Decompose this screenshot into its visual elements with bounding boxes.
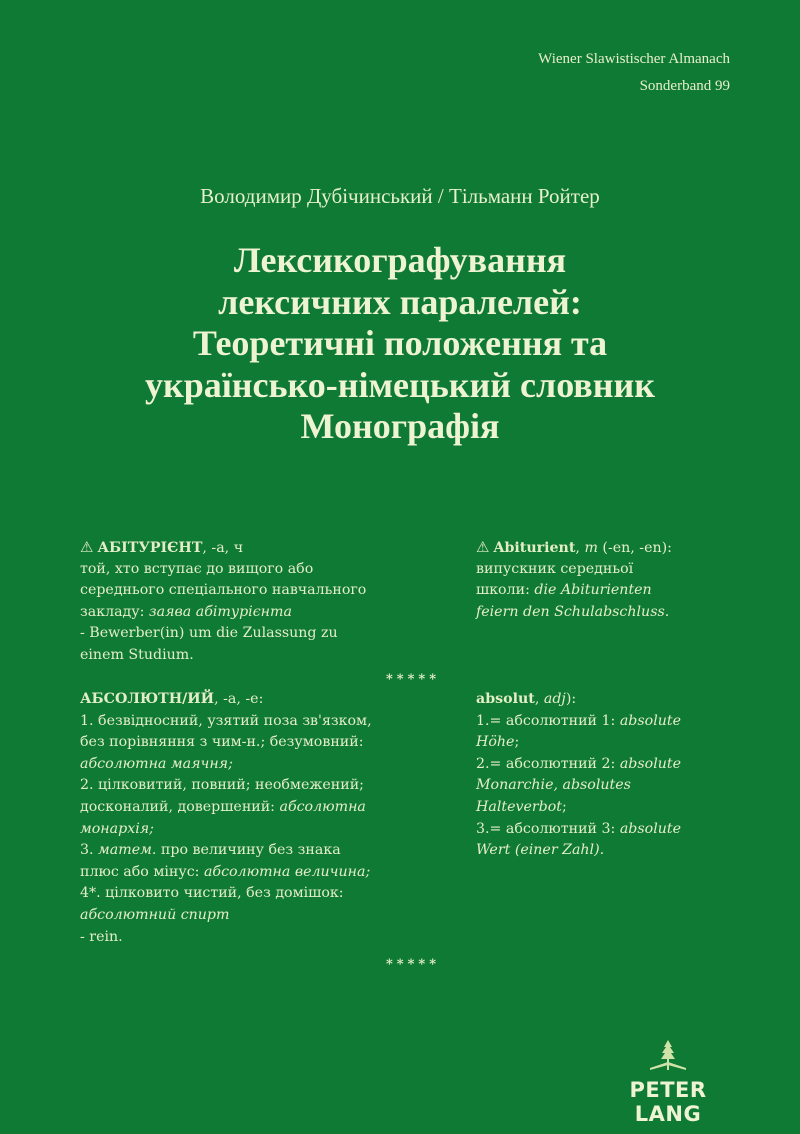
entry-text: 1. безвідносний, узятий поза зв'язком, (80, 712, 372, 729)
entry-line (476, 559, 672, 581)
publisher-logo (598, 1038, 738, 1126)
authors: Володимир Дубічинський / Тільманн Ройтер (200, 184, 600, 208)
entry-text: , (575, 540, 585, 556)
entry-line (80, 775, 372, 797)
entry-text: Halteverbot (476, 798, 562, 815)
entry-line (80, 797, 372, 819)
entry-line (476, 819, 681, 841)
entry-line (80, 623, 366, 645)
entry-line (80, 927, 372, 949)
series-name: Wiener Slawistischer Almanach (538, 51, 730, 67)
entry-text: ): (565, 691, 577, 707)
title-line: Монографія (300, 406, 500, 446)
entry-line (80, 537, 366, 559)
entry-line (476, 689, 681, 711)
entry-text: - rein. (80, 928, 123, 945)
entry-line (80, 905, 372, 927)
warning-triangle-icon: ⚠ (476, 538, 490, 556)
entry-text: 3.= абсолютний 3: (476, 820, 620, 837)
entry-text: заява абітурієнта (148, 603, 292, 620)
entry-line (80, 580, 366, 602)
title-line: лексичних паралелей: (218, 281, 582, 322)
entry-text: досконалий, довершений: (80, 798, 280, 815)
entry-text: ; (561, 798, 567, 815)
entry-text: die Abiturienten (534, 582, 652, 599)
entry-text: adj (543, 691, 566, 707)
entry-line (80, 711, 372, 733)
entry-line (80, 602, 366, 624)
entry-line (80, 689, 372, 711)
entry-line (476, 775, 681, 797)
headword: АБІТУРІЄНТ (97, 540, 203, 556)
entry-line (80, 645, 366, 667)
entry-text: монархія; (80, 820, 154, 837)
entry-text: випускник середньої (476, 560, 634, 577)
publisher-name: PETER LANG (629, 1078, 707, 1126)
entry-text: Monarchie, absolutes (476, 777, 631, 794)
title-line: українсько-німецький словник (145, 364, 655, 405)
entry-text: absolute (619, 712, 681, 729)
headword: Abiturient (493, 540, 576, 556)
entry-separator: ***** (386, 672, 440, 687)
entry-line (80, 883, 372, 905)
entry-text: ; (514, 734, 520, 751)
entry-line (80, 559, 366, 581)
entry-text: , -а, -е: (214, 691, 264, 707)
entry-text: плюс або мінус: (80, 863, 204, 880)
entry-line (80, 819, 372, 841)
entry-line (476, 840, 681, 862)
entry-text: absolute (619, 820, 681, 837)
entry-text: 3. (80, 842, 99, 859)
entry-text: m (584, 540, 598, 556)
entry-line (476, 754, 681, 776)
entry-text: матем. (98, 842, 157, 859)
entry-absolutnyi-uk (80, 689, 372, 948)
entry-text: 1.= абсолютний 1: (476, 712, 620, 729)
series-info (538, 46, 730, 100)
entry-text: середнього спеціального навчального (80, 582, 367, 599)
entry-abiturient-de (476, 537, 672, 623)
entry-text: (-en, -en): (597, 540, 672, 556)
entry-text: 2.= абсолютний 2: (476, 755, 620, 772)
entry-text: 4*. цілковито чистий, без домішок: (80, 885, 344, 902)
entry-abiturient-uk (80, 537, 366, 667)
entry-text: Höhe (476, 734, 515, 751)
entry-text: , (534, 691, 544, 707)
entry-text: абсолютна маячня; (80, 755, 233, 772)
entry-text: absolute (619, 755, 681, 772)
entry-text: школи: (476, 582, 535, 599)
entry-text: Wert (einer Zahl). (476, 842, 605, 859)
entry-text: без порівняння з чим-н.; безумовний: (80, 734, 364, 751)
series-volume: Sonderband 99 (639, 78, 730, 94)
warning-triangle-icon: ⚠ (80, 538, 94, 556)
entry-line (80, 862, 372, 884)
entry-line (80, 754, 372, 776)
book-title (0, 240, 800, 448)
entry-line (476, 711, 681, 733)
entry-text: einem Studium. (80, 646, 194, 663)
entry-line (80, 732, 372, 754)
entry-text: про величину без знака (156, 842, 341, 859)
title-line: Лексикографування (233, 240, 567, 280)
entry-text: абсолютна величина; (203, 863, 371, 880)
entry-line (476, 797, 681, 819)
entry-text: 2. цілковитий, повний; необмежений; (80, 777, 364, 794)
title-line: Теоретичні положення та (192, 323, 608, 363)
entry-separator: ***** (386, 957, 440, 972)
entry-line (476, 580, 672, 602)
entry-text: той, хто вступає до вищого або (80, 560, 314, 577)
entry-absolut-de (476, 689, 681, 862)
tree-book-icon (646, 1038, 690, 1074)
entry-text: - Bewerber(in) um die Zulassung zu (80, 625, 338, 642)
entry-text: закладу: (80, 603, 149, 620)
entry-line (476, 602, 672, 624)
headword: АБСОЛЮТН/ИЙ (80, 691, 215, 707)
entry-text: , -а, ч (202, 540, 244, 556)
headword: absolut (476, 691, 535, 707)
entry-line (80, 840, 372, 862)
entry-text: абсолютна (279, 798, 366, 815)
entry-text: feiern den Schulabschluss. (476, 603, 670, 620)
entry-line (476, 732, 681, 754)
entry-text: абсолютний спирт (80, 906, 230, 923)
entry-line (476, 537, 672, 559)
